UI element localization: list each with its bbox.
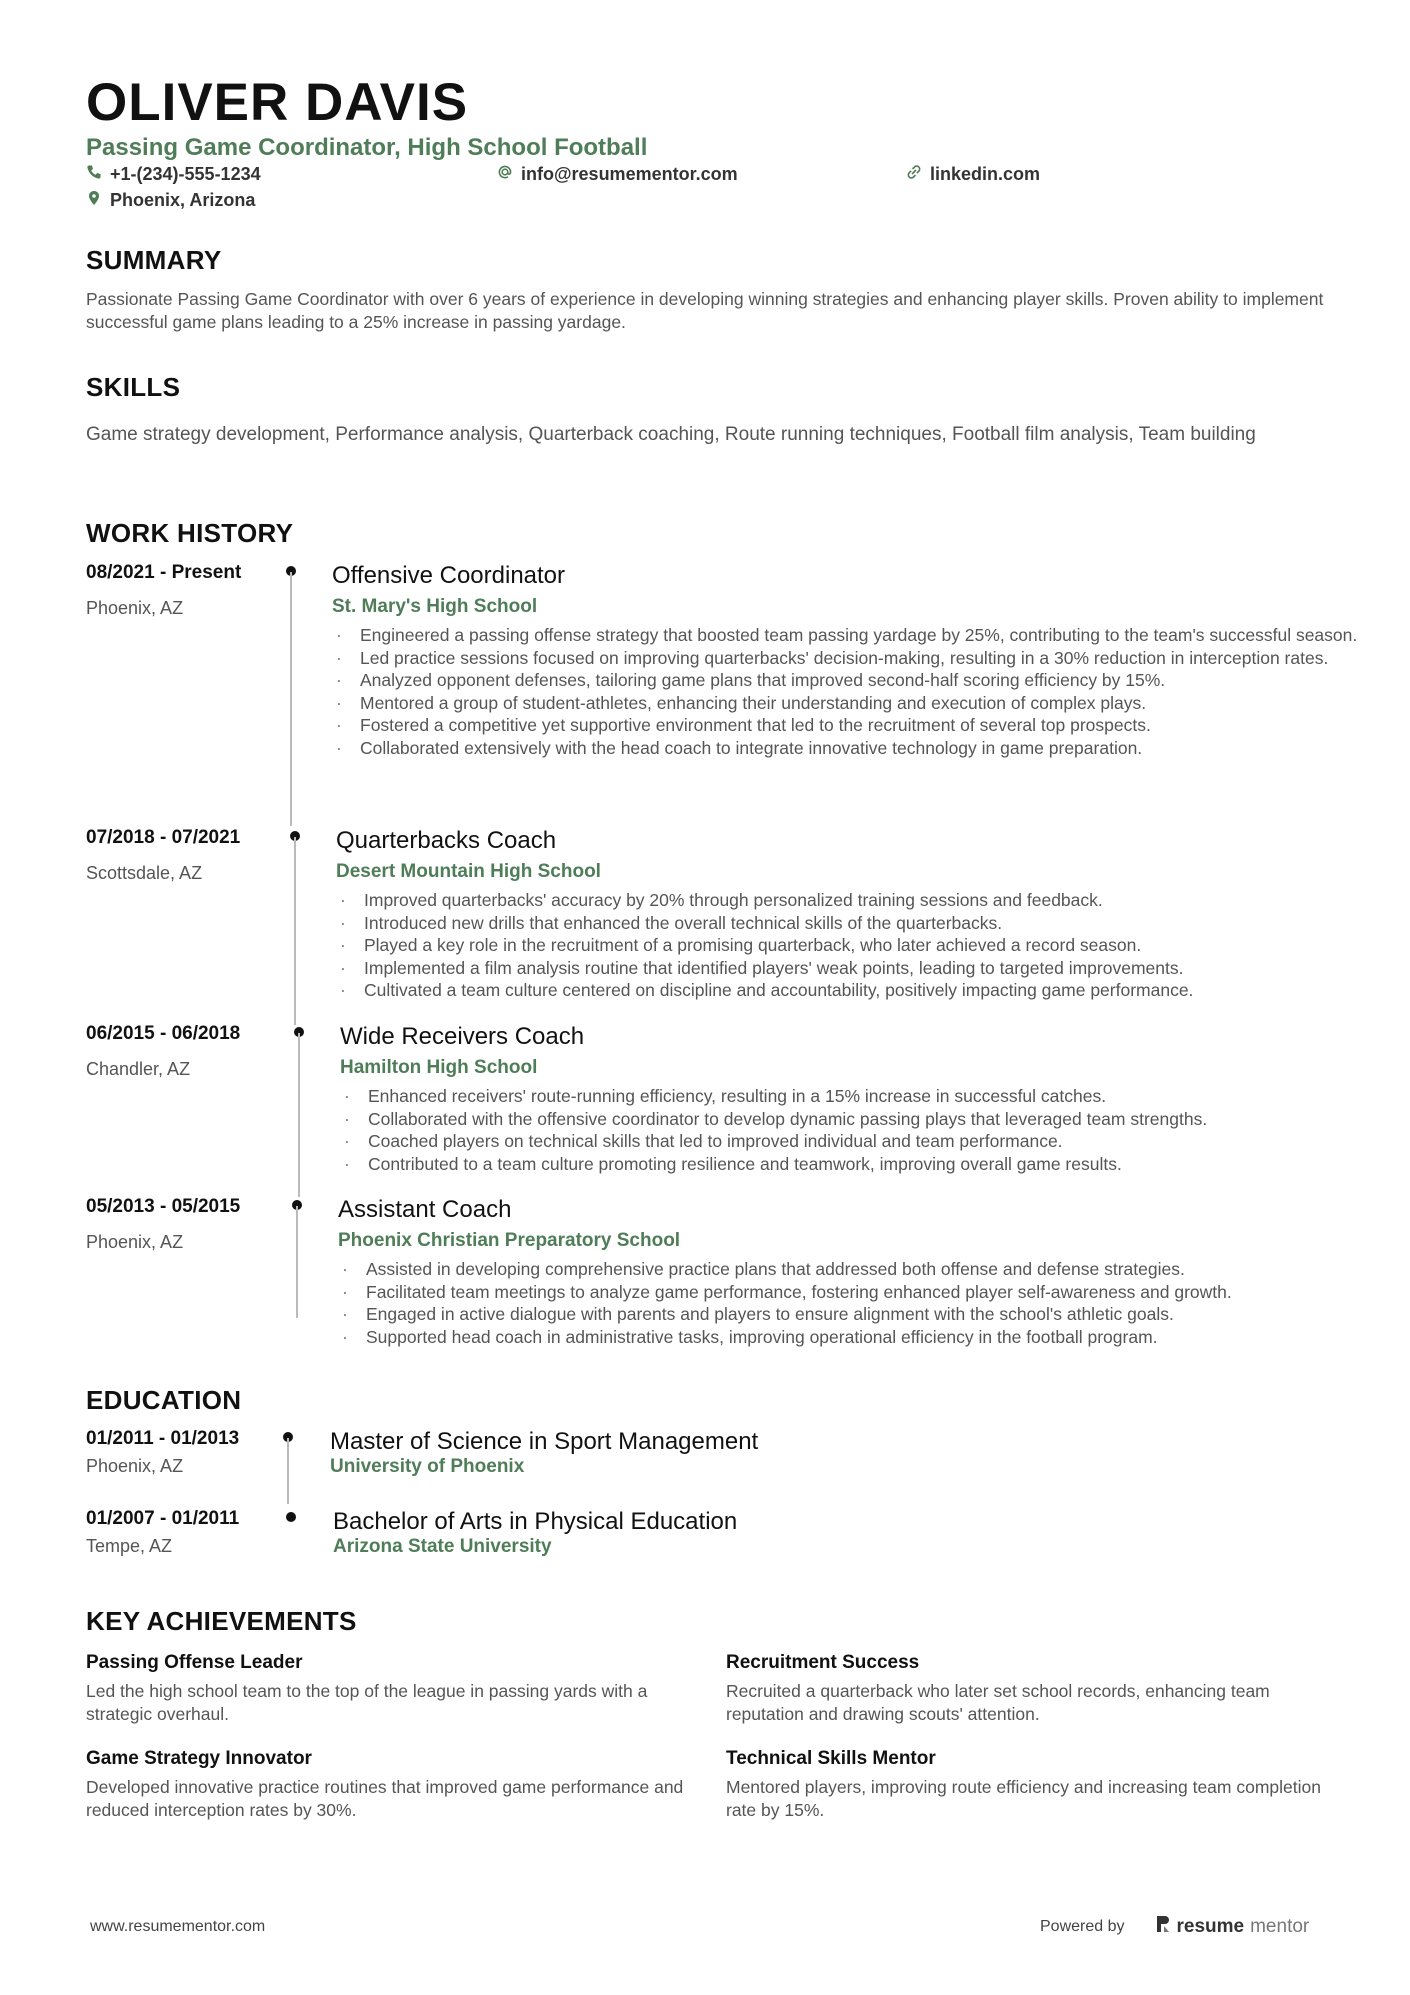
brand-name-light: mentor <box>1250 1916 1310 1937</box>
summary-heading: SUMMARY <box>86 245 222 275</box>
job-bullet: · Introduced new drills that enhanced the overall technical skills of the quarterbacks. <box>336 912 1396 935</box>
achievement-title: Recruitment Success <box>726 1652 920 1673</box>
job-bullets <box>338 1258 1398 1348</box>
phone-text: +1-(234)-555-1234 <box>110 164 261 184</box>
achievement-title: Technical Skills Mentor <box>726 1748 936 1769</box>
job-bullets <box>332 624 1392 760</box>
job-dates: 08/2021 - Present <box>86 562 242 583</box>
achievement-item <box>86 1652 696 1726</box>
link-icon <box>906 164 922 185</box>
footer-website-link[interactable]: www.resumementor.com <box>90 1918 266 1935</box>
job-organization: Desert Mountain High School <box>336 861 601 882</box>
job-title: Assistant Coach <box>338 1196 512 1223</box>
brand-name-bold: resume <box>1176 1916 1245 1937</box>
summary-text: Passionate Passing Game Coordinator with over 6 years of experience in developing winning strategies and enhancing player skills. Proven ability to implement successful game plans leading to a 25% increase in passing yardage. <box>86 289 1324 332</box>
achievement-title: Passing Offense Leader <box>86 1652 303 1673</box>
at-icon <box>497 164 513 185</box>
achievement-text: Led the high school team to the top of the league in passing yards with a strategic overhaul. <box>86 1681 648 1724</box>
job-bullet: · Contributed to a team culture promoting resilience and teamwork, improving overall game results. <box>340 1153 1400 1176</box>
job-bullet: · Implemented a film analysis routine that identified players' weak points, leading to targeted improvements. <box>336 957 1396 980</box>
candidate-name: OLIVER DAVIS <box>86 73 469 132</box>
achievement-text: Recruited a quarterback who later set school records, enhancing team reputation and drawing scouts' attention. <box>726 1681 1270 1724</box>
job-bullet: · Coached players on technical skills that led to improved individual and team performance. <box>340 1130 1400 1153</box>
footer-powered-by <box>1040 1914 1309 1940</box>
job-bullets <box>336 889 1396 1002</box>
skills-text: Game strategy development, Performance analysis, Quarterback coaching, Route running techniques, Football film analysis, Team building <box>86 424 1256 445</box>
timeline-line <box>296 1206 298 1318</box>
degree-title: Bachelor of Arts in Physical Education <box>333 1508 738 1535</box>
timeline-dot <box>286 1512 296 1522</box>
job-bullet: · Collaborated with the offensive coordinator to develop dynamic passing plays that leveraged team strengths. <box>340 1108 1400 1131</box>
job-bullet: · Supported head coach in administrative tasks, improving operational efficiency in the football program. <box>338 1326 1398 1349</box>
resumementor-logo-icon <box>1155 1914 1171 1940</box>
email-text: info@resumementor.com <box>521 164 738 184</box>
education-dates: 01/2011 - 01/2013 <box>86 1428 240 1449</box>
job-bullet: · Mentored a group of student-athletes, enhancing their understanding and execution of complex plays. <box>332 692 1392 715</box>
job-location: Scottsdale, AZ <box>86 863 203 883</box>
phone-icon <box>86 164 102 185</box>
contact-linkedin[interactable] <box>906 164 1040 185</box>
timeline-line <box>294 837 296 1025</box>
timeline-line <box>287 1438 289 1504</box>
job-title: Wide Receivers Coach <box>340 1023 585 1050</box>
job-dates: 06/2015 - 06/2018 <box>86 1023 241 1044</box>
job-organization: Hamilton High School <box>340 1057 538 1078</box>
job-bullets <box>340 1085 1400 1175</box>
job-bullet: · Cultivated a team culture centered on discipline and accountability, positively impacting game performance. <box>336 979 1396 1002</box>
achievement-text: Mentored players, improving route efficiency and increasing team completion rate by 15%. <box>726 1777 1321 1820</box>
education-location: Tempe, AZ <box>86 1536 173 1556</box>
achievement-text: Developed innovative practice routines that improved game performance and reduced interception rates by 30%. <box>86 1777 684 1820</box>
contact-phone <box>86 164 261 185</box>
degree-title: Master of Science in Sport Management <box>330 1428 759 1455</box>
contact-location <box>86 190 255 211</box>
achievement-item <box>726 1652 1336 1726</box>
job-title: Offensive Coordinator <box>332 562 566 589</box>
job-bullet: · Enhanced receivers' route-running efficiency, resulting in a 15% increase in successful catches. <box>340 1085 1400 1108</box>
education-location: Phoenix, AZ <box>86 1456 184 1476</box>
contact-email[interactable] <box>497 164 738 185</box>
location-text: Phoenix, Arizona <box>110 190 256 210</box>
job-bullet: · Fostered a competitive yet supportive environment that led to the recruitment of several top prospects. <box>332 714 1392 737</box>
linkedin-text: linkedin.com <box>930 164 1041 184</box>
job-organization: St. Mary's High School <box>332 596 538 617</box>
skills-heading: SKILLS <box>86 372 181 402</box>
job-dates: 05/2013 - 05/2015 <box>86 1196 241 1217</box>
job-bullet: · Led practice sessions focused on improving quarterbacks' decision-making, resulting in a 30% reduction in interception rates. <box>332 647 1392 670</box>
job-bullet: · Played a key role in the recruitment of a promising quarterback, who later achieved a record season. <box>336 934 1396 957</box>
location-pin-icon <box>86 190 102 211</box>
brand-logo[interactable] <box>1155 1914 1310 1940</box>
school-name: Arizona State University <box>333 1536 552 1557</box>
job-bullet: · Assisted in developing comprehensive practice plans that addressed both offense and defense strategies. <box>338 1258 1398 1281</box>
work-history-heading: WORK HISTORY <box>86 518 294 548</box>
achievement-title: Game Strategy Innovator <box>86 1748 312 1769</box>
job-location: Phoenix, AZ <box>86 598 184 618</box>
job-bullet: · Facilitated team meetings to analyze game performance, fostering enhanced player self-awareness and growth. <box>338 1281 1398 1304</box>
job-organization: Phoenix Christian Preparatory School <box>338 1230 681 1251</box>
job-bullet: · Improved quarterbacks' accuracy by 20% through personalized training sessions and feedback. <box>336 889 1396 912</box>
timeline-line <box>298 1033 300 1197</box>
job-location: Phoenix, AZ <box>86 1232 184 1252</box>
school-name: University of Phoenix <box>330 1456 525 1477</box>
candidate-headline: Passing Game Coordinator, High School Football <box>86 134 648 161</box>
job-bullet: · Analyzed opponent defenses, tailoring game plans that improved second-half scoring efficiency by 15%. <box>332 669 1392 692</box>
job-bullet: · Collaborated extensively with the head coach to integrate innovative technology in game preparation. <box>332 737 1392 760</box>
powered-by-label: Powered by <box>1040 1918 1125 1935</box>
education-dates: 01/2007 - 01/2011 <box>86 1508 240 1529</box>
job-location: Chandler, AZ <box>86 1059 191 1079</box>
timeline-line <box>290 572 292 826</box>
job-dates: 07/2018 - 07/2021 <box>86 827 241 848</box>
achievement-item <box>726 1748 1336 1822</box>
achievement-item <box>86 1748 696 1822</box>
education-heading: EDUCATION <box>86 1385 242 1415</box>
job-bullet: · Engaged in active dialogue with parents and players to ensure alignment with the school's athletic goals. <box>338 1303 1398 1326</box>
job-title: Quarterbacks Coach <box>336 827 557 854</box>
job-bullet: · Engineered a passing offense strategy that boosted team passing yardage by 25%, contributing to the team's successful season. <box>332 624 1392 647</box>
achievements-heading: KEY ACHIEVEMENTS <box>86 1606 357 1636</box>
